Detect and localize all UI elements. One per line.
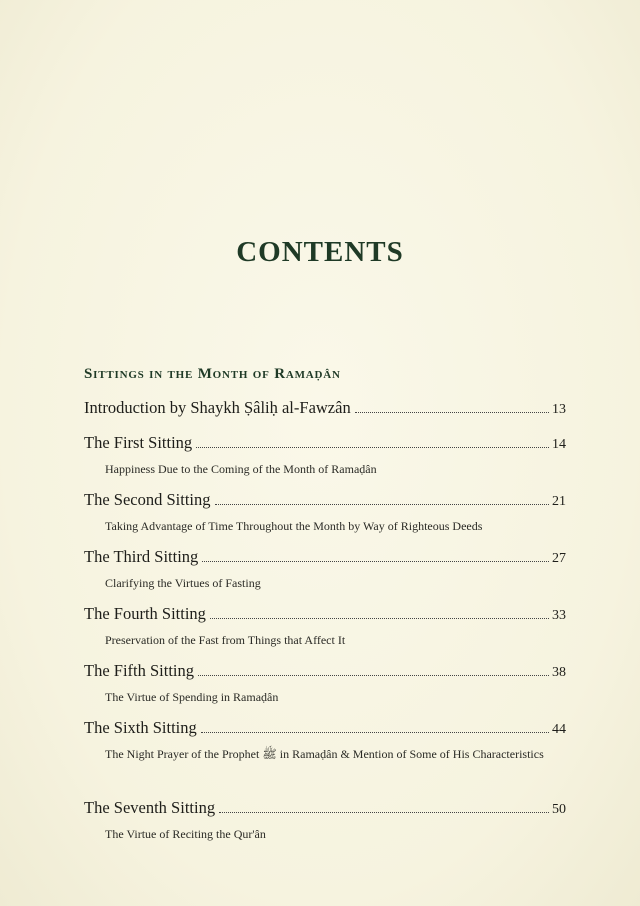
toc-entry-second-sitting[interactable] [84, 490, 566, 535]
dot-leader [202, 560, 549, 562]
dot-leader [219, 811, 549, 813]
dot-leader [196, 446, 549, 448]
toc-entry-subtitle: Taking Advantage of Time Throughout the Month by Way of Righteous Deeds [105, 519, 483, 533]
toc-entry-title: The Third Sitting [84, 547, 199, 566]
toc-entry-title: The First Sitting [84, 433, 193, 452]
toc-entry-subtitle: The Virtue of Spending in Ramaḍân [105, 690, 279, 704]
toc-entry-subtitle: Happiness Due to the Coming of the Month of Ramaḍân [105, 462, 377, 476]
toc-entry-subtitle: Preservation of the Fast from Things that Affect It [105, 633, 346, 647]
toc-entry-fourth-sitting[interactable] [84, 604, 566, 649]
toc-entry-seventh-sitting[interactable] [84, 798, 566, 843]
toc-entry-title: The Sixth Sitting [84, 718, 197, 737]
section-heading: Sittings in the Month of Ramaḍân [84, 366, 341, 382]
toc-entry-subtitle: The Night Prayer of the Prophet ﷺ in Ramaḍân & Mention of Some of His Characteristics [105, 747, 544, 761]
dot-leader [210, 617, 549, 619]
toc-entry-subtitle: Clarifying the Virtues of Fasting [105, 576, 261, 590]
toc-entry-title: The Seventh Sitting [84, 798, 216, 817]
toc-entry-fifth-sitting[interactable] [84, 661, 566, 706]
toc-entry-page-number: 27 [552, 551, 566, 566]
toc-entry-page-number: 38 [552, 665, 566, 680]
toc-entry-first-sitting[interactable] [84, 433, 566, 478]
toc-entry-title: The Fourth Sitting [84, 604, 206, 623]
toc-entry-page-number: 14 [552, 437, 566, 452]
toc-entry-third-sitting[interactable] [84, 547, 566, 592]
toc-entry-title: The Fifth Sitting [84, 661, 195, 680]
toc-entry-page-number: 33 [552, 608, 566, 623]
toc-entry-subtitle: The Virtue of Reciting the Qur'ân [105, 827, 266, 841]
toc-entry-page-number: 21 [552, 494, 566, 509]
toc-entry-page-number: 44 [552, 722, 566, 737]
dot-leader [355, 411, 549, 413]
toc-entry-page-number: 50 [552, 802, 566, 817]
toc-entry-introduction[interactable] [84, 398, 566, 420]
dot-leader [215, 503, 550, 505]
page-title: CONTENTS [236, 236, 404, 268]
toc-entry-page-number: 13 [552, 402, 566, 417]
dot-leader [201, 731, 549, 733]
dot-leader [198, 674, 549, 676]
toc-entry-title: The Second Sitting [84, 490, 211, 509]
toc-entry-sixth-sitting[interactable] [84, 718, 566, 763]
toc-entry-title: Introduction by Shaykh Ṣâliḥ al-Fawzân [84, 398, 351, 417]
